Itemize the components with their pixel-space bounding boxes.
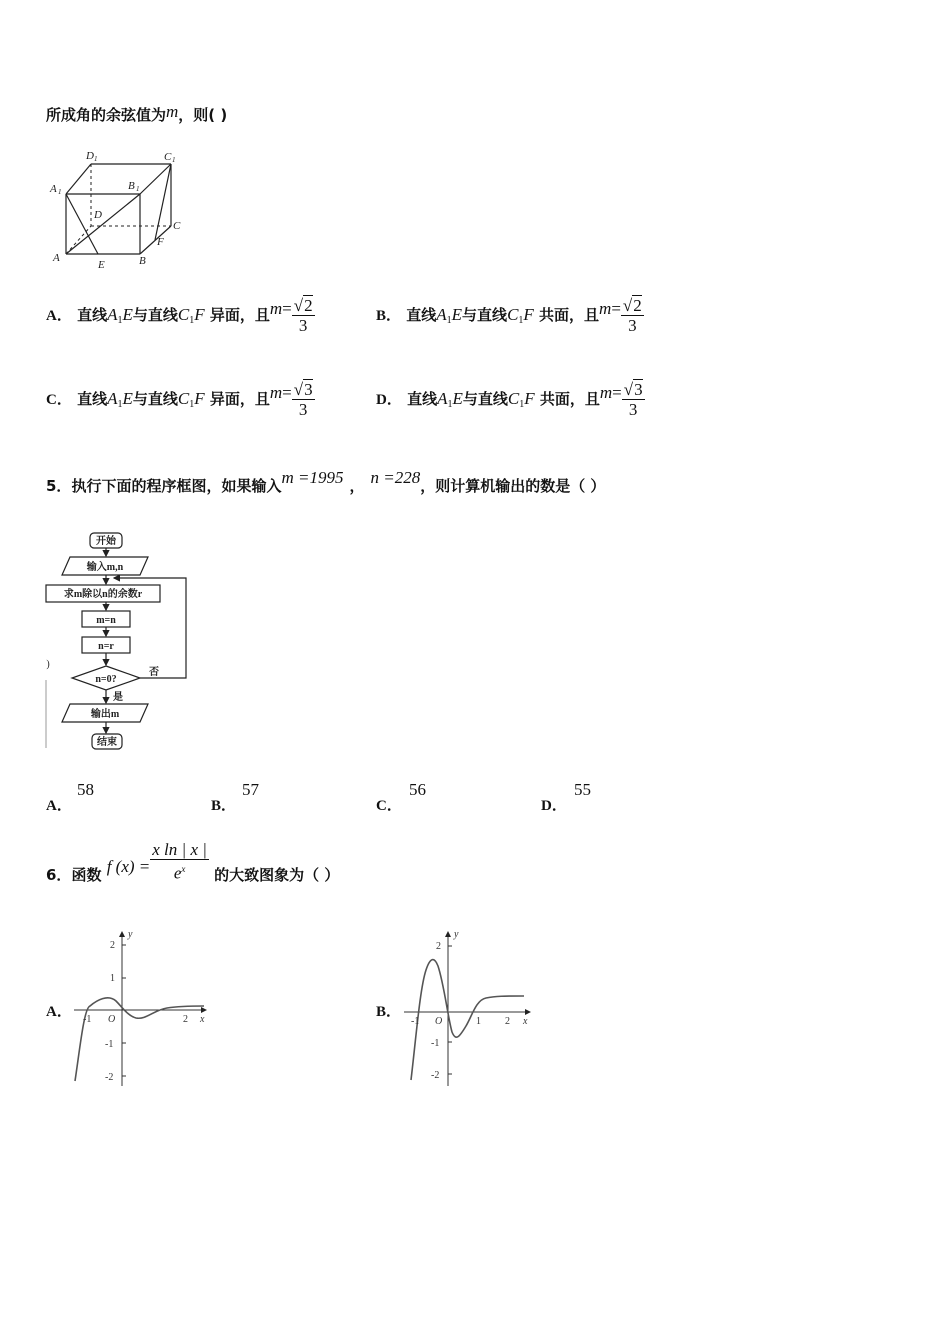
label-D1: D (86, 150, 94, 162)
q6-option-b-label[interactable]: B． (376, 1004, 402, 1020)
label-E: E (98, 259, 105, 271)
y-axis-label: y (128, 929, 133, 940)
svg-text:1: 1 (58, 188, 62, 196)
q4-option-a[interactable]: A． 直线$A_1E$与直线$C_1F$ 异面，且m= $\frac{√2}{3}$ (46, 296, 313, 335)
var-m: m (166, 102, 179, 121)
function-fraction: $\frac{\text{x ln | x |}}{e^x}$ (152, 840, 207, 883)
y-tick-1: 1 (110, 973, 115, 984)
y-tick-2: 2 (436, 941, 441, 952)
label-F: F (157, 236, 164, 248)
x-tick-2: 2 (505, 1016, 510, 1027)
flowchart (44, 530, 204, 752)
svg-text:1: 1 (172, 156, 176, 164)
fraction: $\frac{√2}{3}$ (293, 296, 313, 335)
x-axis-label: x (523, 1016, 528, 1027)
flow-end: 结束 (97, 737, 117, 748)
q5-stem: 5．执行下面的程序框图，如果输入m =1995 ， n =228，则计算机输出的数是（ ） (46, 468, 606, 495)
x-tick-neg1: -1 (83, 1014, 92, 1025)
flow-output: 输出m (90, 709, 120, 720)
q6-option-a-label[interactable]: A． (46, 1004, 72, 1020)
y-tick-neg1: -1 (105, 1039, 114, 1050)
q6-graph-a[interactable] (72, 928, 212, 1088)
flow-start: 开始 (96, 536, 116, 547)
x-axis-label: x (200, 1014, 205, 1025)
q4-option-d[interactable]: D． 直线$A_1E$与直线$C_1F$ 共面，且m= $\frac{√3}{3}$ (376, 380, 643, 419)
svg-text:1: 1 (94, 155, 98, 163)
flow-assign-m: m=n (96, 615, 116, 626)
origin-label: O (435, 1016, 443, 1027)
svg-text:1: 1 (136, 185, 140, 193)
q4-option-b[interactable]: B． 直线$A_1E$与直线$C_1F$ 共面，且m= $\frac{√2}{3}$ (376, 296, 642, 335)
label-D: D (94, 209, 102, 221)
q6-graph-b[interactable] (402, 928, 542, 1088)
q4-stem: 所成角的余弦值为m，则( ) (46, 102, 228, 124)
q6-stem: 6．函数 f (x) = $\frac{\text{x ln | x |}}{e^x}$ 的大致图象为（ ） (46, 840, 340, 884)
y-tick-neg2: -2 (431, 1070, 440, 1081)
y-tick-neg2: -2 (105, 1072, 114, 1083)
flow-yes-label: 是 (113, 692, 123, 703)
label-B1: B (128, 180, 135, 192)
q4-option-c[interactable]: C． 直线$A_1E$与直线$C_1F$ 异面，且m= $\frac{√3}{3}$ (46, 380, 313, 419)
flow-no-label: 否 (149, 667, 159, 678)
x-tick-neg1: -1 (411, 1016, 420, 1027)
origin-label: O (108, 1014, 116, 1025)
flow-remainder: 求m除以n的余数r (63, 589, 143, 600)
label-C: C (173, 220, 181, 232)
label-A: A (53, 252, 60, 264)
y-tick-2: 2 (110, 940, 115, 951)
fraction: $\frac{√3}{3}$ (293, 380, 313, 419)
y-axis-label: y (454, 929, 459, 940)
fraction: $\frac{√3}{3}$ (623, 380, 643, 419)
label-B: B (139, 255, 146, 267)
x-tick-1: 1 (476, 1016, 481, 1027)
flow-assign-n: n=r (98, 641, 114, 652)
x-tick-2: 2 (183, 1014, 188, 1025)
flow-input: 输入m,n (86, 562, 124, 573)
flow-condition: n=0? (95, 674, 117, 685)
fraction: $\frac{√2}{3}$ (622, 296, 642, 335)
cube-figure (46, 146, 196, 272)
y-tick-neg1: -1 (431, 1038, 440, 1049)
label-A1: A (50, 183, 57, 195)
flow-mark: ) (46, 659, 50, 670)
label-C1: C (164, 151, 172, 163)
